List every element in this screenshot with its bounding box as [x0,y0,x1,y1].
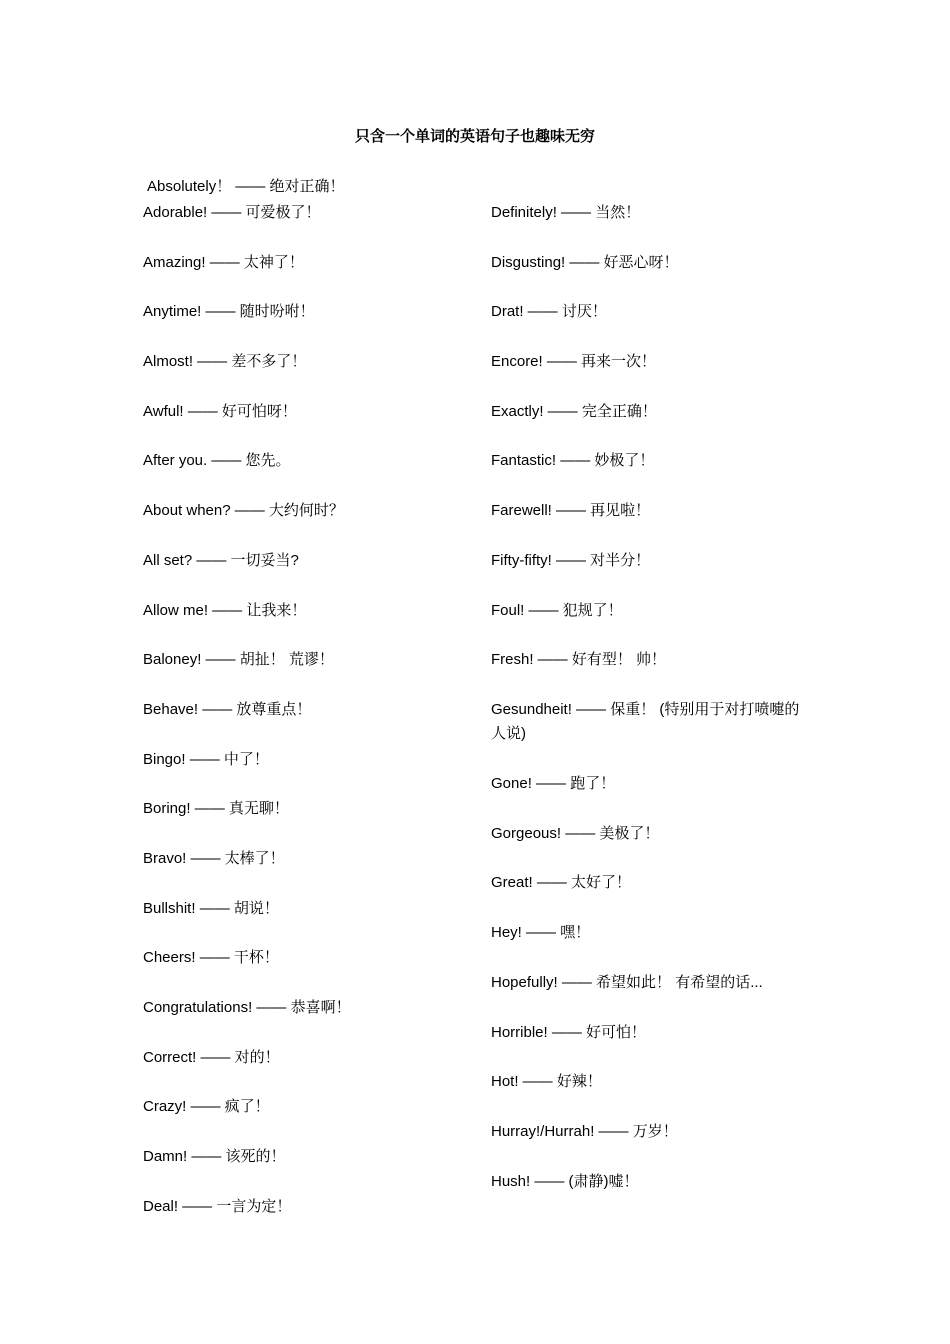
phrase-entry: Boring! —— 真无聊！ [143,800,289,818]
phrase-entry: Bingo! —— 中了！ [143,750,269,768]
phrase-entry: Fresh! —— 好有型！ 帅！ [491,651,667,669]
phrase-entry: Hush! —— (肃静)嘘！ [491,1172,639,1190]
phrase-entry: Drat! —— 讨厌！ [491,303,607,321]
phrase-entry: Congratulations! —— 恭喜啊！ [143,999,351,1016]
phrase-entry: Correct! —— 对的！ [143,1048,280,1066]
phrase-entry: Hot! —— 好辣！ [491,1073,602,1091]
phrase-entry: Disgusting! —— 好恶心呀！ [491,253,679,271]
phrase-entry: Adorable! —— 可爱极了！ [143,204,321,221]
first-line-entry: Absolutely！ —— 绝对正确！ [147,178,345,195]
phrase-entry: Hurray!/Hurrah! —— 万岁！ [491,1122,678,1140]
phrase-entry: Damn! —— 该死的！ [143,1148,286,1166]
phrase-entry: Encore! —— 再来一次！ [491,353,657,371]
phrase-entry: Hey! —— 嘿！ [491,924,591,942]
phrase-entry: Anytime! —— 随时吩咐！ [143,303,315,321]
phrase-entry: Deal! —— 一言为定！ [143,1197,292,1215]
phrase-entry: Horrible! —— 好可怕！ [491,1023,647,1041]
phrase-entry: Awful! —— 好可怕呀！ [143,402,297,420]
phrase-entry: Fifty-fifty! —— 对半分！ [491,551,651,569]
phrase-entry: Farewell! —— 再见啦！ [491,502,651,520]
phrase-entry: Great! —— 太好了！ [491,874,632,892]
phrase-entry: Cheers! —— 干杯！ [143,949,279,967]
phrase-entry: Hopefully! —— 希望如此！ 有希望的话... [491,973,763,991]
right-column [491,201,811,1219]
phrase-entry: Gone! —— 跑了！ [491,775,616,793]
left-column [143,201,463,1244]
phrase-entry: After you. —— 您先。 [143,452,291,470]
phrase-entry: Allow me! —— 让我来！ [143,601,307,619]
phrase-entry: About when? —— 大约何时？ [143,502,344,520]
phrase-entry: Fantastic! —— 妙极了！ [491,452,655,470]
phrase-entry: Foul! —— 犯规了！ [491,601,623,619]
phrase-entry: Definitely! —— 当然！ [491,204,641,221]
phrase-entry: All set? —— 一切妥当? [143,551,299,569]
phrase-entry: Almost! —— 差不多了！ [143,353,307,371]
phrase-entry: Exactly! —— 完全正确！ [491,402,657,420]
phrase-entry: Gorgeous! —— 美极了！ [491,824,660,842]
phrase-entry: Gesundheit! —— 保重！ (特别用于对打喷嚏的人说) [491,700,800,743]
phrase-entry: Bravo! —— 太棒了！ [143,849,285,867]
phrase-entry: Amazing! —— 太神了！ [143,253,304,271]
phrase-entry: Baloney! —— 胡扯！ 荒谬！ [143,651,334,669]
phrase-entry: Crazy! —— 疯了！ [143,1098,270,1116]
phrase-entry: Bullshit! —— 胡说！ [143,899,279,917]
page-title: 只含一个单词的英语句子也趣味无穷 [354,128,595,145]
phrase-entry: Behave! —— 放尊重点！ [143,700,312,718]
